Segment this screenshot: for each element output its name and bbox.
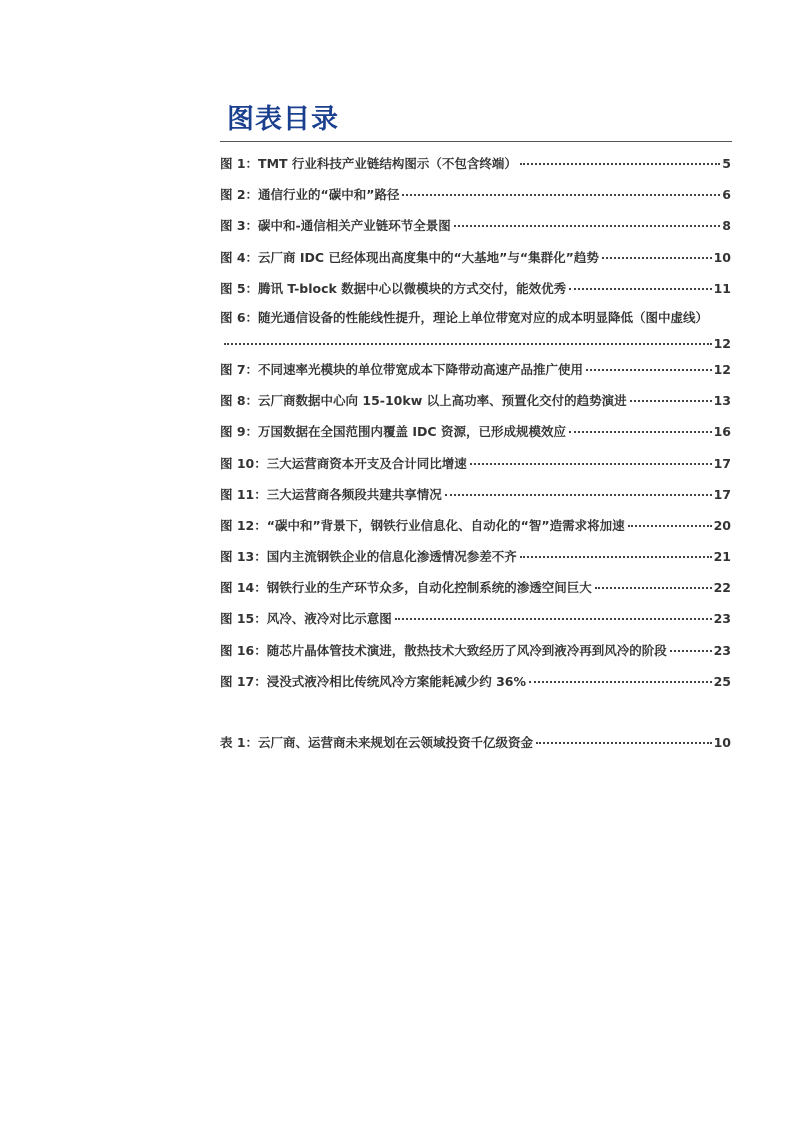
toc-entry-page: 25 (713, 673, 731, 689)
toc-entry-continuation (220, 330, 731, 356)
toc-entry-page: 10 (713, 735, 731, 750)
toc-entry-label: 图 12：“碳中和”背景下，钢铁行业信息化、自动化的“智”造需求将加速 (220, 517, 625, 533)
toc-section-spacer (220, 699, 731, 729)
toc-entry-figure-9[interactable] (220, 418, 731, 449)
toc-dot-leader (529, 681, 712, 683)
toc-entry-label: 图 1：TMT 行业科技产业链结构图示（不包含终端） (220, 156, 517, 171)
toc-entry-figure-16[interactable] (220, 637, 731, 668)
title-divider (220, 141, 732, 142)
toc-entry-page: 17 (713, 455, 731, 471)
toc-entry-page: 21 (713, 549, 731, 565)
toc-entry-page: 13 (713, 393, 731, 409)
toc-entry-page: 12 (713, 335, 731, 351)
toc-entry-table-1[interactable] (220, 729, 731, 760)
toc-entry-label: 图 10：三大运营商资本开支及合计同比增速 (220, 455, 467, 471)
toc-entry-page: 12 (713, 361, 731, 377)
toc-dot-leader (395, 618, 712, 620)
toc-entry-figure-8[interactable] (220, 387, 731, 418)
toc-entry-label: 图 17：浸没式液冷相比传统风冷方案能耗减少约 36% (220, 673, 527, 689)
toc-dot-leader (602, 257, 712, 259)
toc-entry-figure-13[interactable] (220, 543, 731, 574)
toc-entry-page: 8 (722, 218, 731, 234)
toc-entry-figure-17[interactable] (220, 668, 731, 699)
toc-entry-figure-1[interactable] (220, 150, 731, 181)
toc-entry-page: 16 (713, 424, 731, 440)
toc-entry-figure-12[interactable] (220, 512, 731, 543)
toc-entry-page: 5 (722, 156, 731, 171)
toc-entry-label: 图 15：风冷、液冷对比示意图 (220, 611, 392, 627)
toc-dot-leader (520, 163, 720, 165)
toc-entry-page: 6 (722, 187, 731, 203)
toc-entry-page: 23 (713, 611, 731, 627)
toc-dot-leader (402, 194, 720, 196)
toc-entry-label: 图 16：随芯片晶体管技术演进，散热技术大致经历了风冷到液冷再到风冷的阶段 (220, 642, 667, 658)
toc-dot-leader (595, 587, 712, 589)
toc-entry-figure-4[interactable] (220, 244, 731, 275)
toc-dot-leader (569, 431, 712, 433)
toc-entry-label: 图 14：钢铁行业的生产环节众多，自动化控制系统的渗透空间巨大 (220, 580, 592, 596)
toc-entry-label: 图 7：不同速率光模块的单位带宽成本下降带动高速产品推广使用 (220, 361, 584, 377)
toc-entry-label: 图 9：万国数据在全国范围内覆盖 IDC 资源，已形成规模效应 (220, 424, 566, 440)
toc-dot-leader (224, 343, 712, 345)
toc-entry-label: 图 8：云厂商数据中心向 15-10kw 以上高功率、预置化交付的趋势演进 (220, 393, 627, 409)
toc-entry-label: 图 6：随光通信设备的性能线性提升，理论上单位带宽对应的成本明显降低（图中虚线） (220, 309, 709, 325)
toc-dot-leader (569, 288, 711, 290)
toc-entry-page: 11 (713, 280, 731, 296)
toc-entry-page: 20 (713, 517, 731, 533)
toc-entry-label: 图 5：腾讯 T-block 数据中心以微模块的方式交付，能效优秀 (220, 280, 567, 296)
toc-dot-leader (586, 369, 712, 371)
toc-entry-figure-5[interactable] (220, 275, 731, 306)
toc-entry-figure-10[interactable] (220, 450, 731, 481)
toc-entry-label: 图 13：国内主流钢铁企业的信息化渗透情况参差不齐 (220, 549, 517, 565)
toc-entry-figure-15[interactable] (220, 605, 731, 636)
toc-entry-figure-6[interactable] (220, 306, 731, 356)
toc-dot-leader (628, 525, 712, 527)
toc-entry-figure-7[interactable] (220, 356, 731, 387)
toc-dot-leader (536, 742, 712, 744)
toc-entry-figure-11[interactable] (220, 481, 731, 512)
toc-entry-page: 17 (713, 486, 731, 502)
toc-dot-leader (454, 225, 721, 227)
toc-entry-figure-14[interactable] (220, 574, 731, 605)
toc-entry-label: 图 11：三大运营商各频段共建共享情况 (220, 486, 442, 502)
toc-dot-leader (520, 556, 712, 558)
toc-entry-label: 图 2：通信行业的“碳中和”路径 (220, 187, 400, 203)
toc-dot-leader (470, 463, 712, 465)
toc-entry-page: 22 (713, 580, 731, 596)
toc-entry-label: 图 3：碳中和-通信相关产业链环节全景图 (220, 218, 451, 234)
toc-dot-leader (630, 400, 712, 402)
toc-entry-page: 10 (713, 249, 731, 265)
toc-entry-figure-2[interactable] (220, 181, 731, 212)
toc-list (220, 150, 731, 760)
toc-entry-page: 23 (713, 642, 731, 658)
toc-dot-leader (670, 650, 712, 652)
toc-entry-figure-3[interactable] (220, 212, 731, 243)
toc-dot-leader (445, 494, 712, 496)
toc-entry-label: 表 1：云厂商、运营商未来规划在云领域投资千亿级资金 (220, 735, 534, 750)
toc-entry-label: 图 4：云厂商 IDC 已经体现出高度集中的“大基地”与“集群化”趋势 (220, 249, 599, 265)
page-title: 图表目录 (227, 104, 339, 135)
